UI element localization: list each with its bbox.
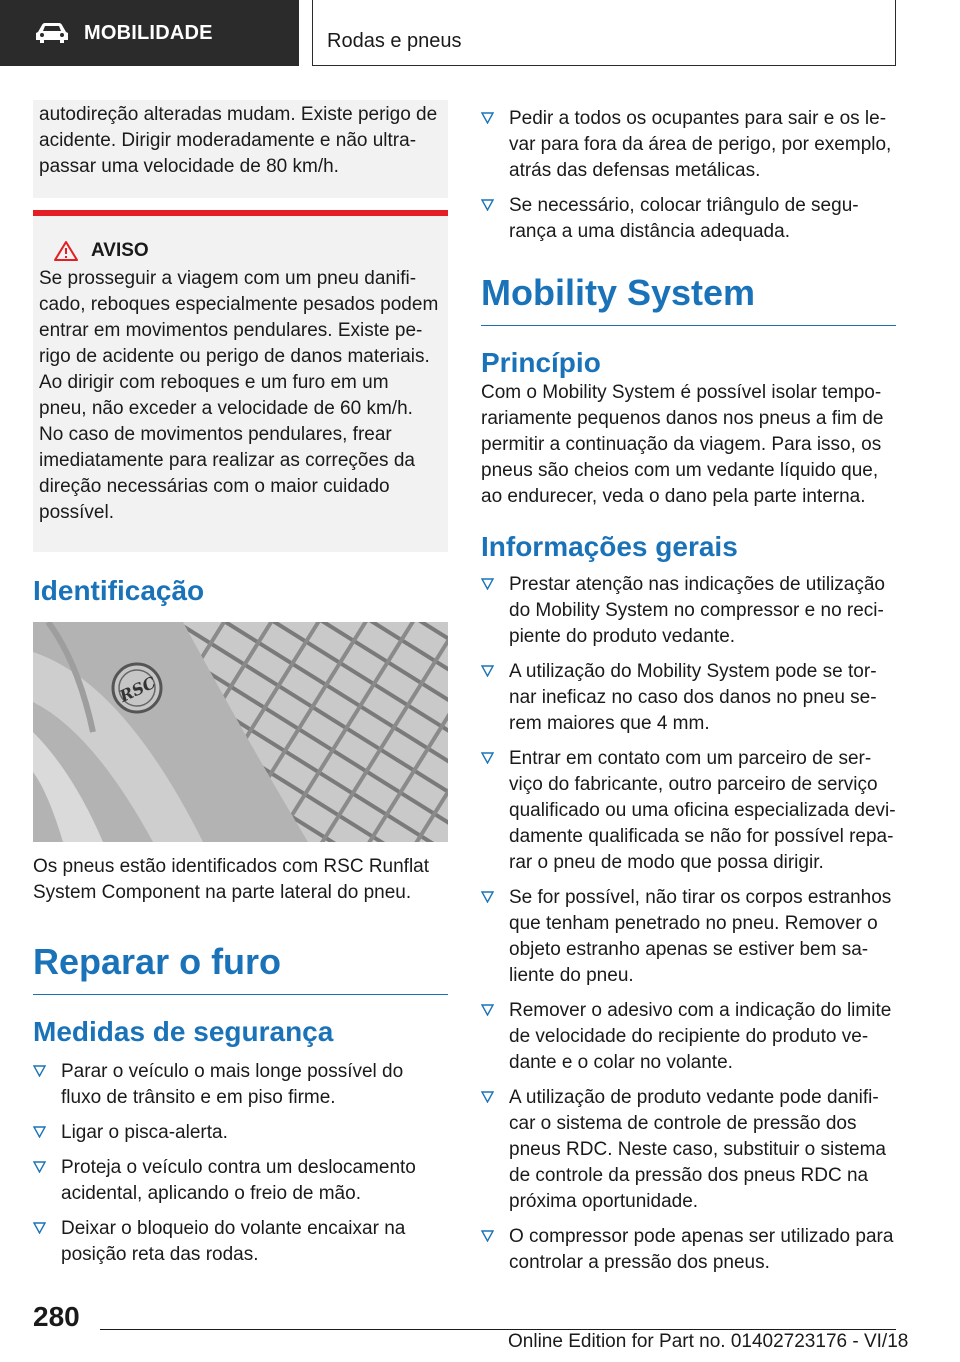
list-item-text: Se necessário, colocar triângulo de segurança a uma distância adequada. bbox=[509, 195, 859, 242]
list-item-text: Parar o veículo o mais longe possível do fluxo de trânsito e em piso firme. bbox=[61, 1061, 404, 1108]
informacoes-heading: Informações gerais bbox=[481, 531, 738, 562]
list-item-text: Deixar o bloqueio do volante encaixar na posição reta das rodas. bbox=[61, 1218, 406, 1265]
list-item-text: Ligar o pisca-alerta. bbox=[61, 1122, 228, 1143]
list-item-text: Entrar em contato com um parceiro de serviço do fabricante, outro parceiro de serviço qualificado ou uma oficina especializada devidamente qualificada se não for possível reparar o pneu de modo que possa dirigir. bbox=[509, 748, 896, 873]
informacoes-list bbox=[481, 572, 896, 1276]
footer-divider bbox=[100, 1329, 896, 1330]
section-label: MOBILIDADE bbox=[84, 21, 213, 44]
page-number: 280 bbox=[33, 1301, 80, 1332]
list-item bbox=[481, 1085, 896, 1215]
bullet-triangle-icon bbox=[481, 665, 494, 677]
bullet-triangle-icon bbox=[481, 1230, 494, 1242]
list-item-text: O compressor pode apenas ser utilizado para controlar a pressão dos pneus. bbox=[509, 1226, 894, 1273]
list-item bbox=[33, 1059, 448, 1111]
mobility-heading: Mobility System bbox=[481, 271, 896, 326]
list-item-text: A utilização do Mobility System pode se tornar ineficaz no caso dos danos no pneu serem maiores que 4 mm. bbox=[509, 661, 877, 734]
list-item bbox=[481, 1224, 896, 1276]
list-item bbox=[481, 746, 896, 876]
list-item-text: A utilização de produto vedante pode danificar o sistema de controle de pressão dos pneus RDC. Neste caso, substituir o sistema de controle da pressão dos pneus RDC na próxima oportunidade. bbox=[509, 1087, 886, 1212]
principio-heading: Princípio bbox=[481, 347, 601, 378]
warning-box bbox=[33, 210, 448, 552]
list-item bbox=[481, 106, 896, 184]
warning-label: AVISO bbox=[91, 240, 149, 261]
right-column bbox=[481, 100, 896, 1285]
principio-text: Com o Mobility System é possível isolar temporariamente pequenos danos nos pneus a fim de permitir a continuação da viagem. Para isso, os pneus são cheios com um vedante líquido que, ao endurecer, veda o dano pela parte interna. bbox=[481, 382, 884, 507]
bullet-triangle-icon bbox=[481, 891, 494, 903]
bullet-triangle-icon bbox=[481, 1004, 494, 1016]
edition-note: Online Edition for Part no. 01402723176 - VI/18 bbox=[508, 1331, 909, 1352]
car-icon bbox=[34, 22, 70, 44]
rsc-logo-text: RSC bbox=[116, 672, 159, 706]
bullet-triangle-icon bbox=[33, 1161, 46, 1173]
bullet-triangle-icon bbox=[481, 578, 494, 590]
tire-sidewall-image bbox=[33, 622, 448, 842]
list-item-text: Prestar atenção nas indicações de utilização do Mobility System no compressor e no recipiente do produto vedante. bbox=[509, 574, 886, 647]
section-tab bbox=[0, 0, 299, 66]
list-item bbox=[33, 1120, 448, 1146]
bullet-triangle-icon bbox=[33, 1126, 46, 1138]
bullet-triangle-icon bbox=[481, 1091, 494, 1103]
list-item bbox=[481, 659, 896, 737]
list-item bbox=[33, 1155, 448, 1207]
reparar-heading: Reparar o furo bbox=[33, 940, 448, 995]
seguranca-list-continued bbox=[481, 106, 896, 245]
bullet-triangle-icon bbox=[481, 199, 494, 211]
identificacao-heading: Identificação bbox=[33, 575, 205, 606]
list-item bbox=[481, 885, 896, 989]
list-item bbox=[481, 998, 896, 1076]
list-item bbox=[481, 572, 896, 650]
note-continued: autodireção alteradas mudam. Existe perigo de acidente. Dirigir moderadamente e não ultrapassar uma velocidade de 80 km/h. bbox=[33, 100, 448, 198]
warning-triangle-icon bbox=[53, 240, 79, 262]
list-item-text: Proteja o veículo contra um deslocamento acidental, aplicando o freio de mão. bbox=[61, 1157, 416, 1204]
warning-header bbox=[39, 238, 440, 264]
warning-text: Se prosseguir a viagem com um pneu danificado, reboques especialmente pesados podem entrar em movimentos pendulares. Existe perigo de acidente ou perigo de danos materiais. Ao dirigir com reboques e um furo em um pneu, não exceder a velocidade de 60 km/h. No caso de movimentos pendulares, frear imediatamente para realizar as correções da direção necessárias com o maior cuidado possível. bbox=[39, 268, 439, 523]
bullet-triangle-icon bbox=[33, 1222, 46, 1234]
list-item bbox=[33, 1216, 448, 1268]
list-item bbox=[481, 193, 896, 245]
list-item-text: Se for possível, não tirar os corpos estranhos que tenham penetrado no pneu. Remover o objeto estranho apenas se estiver bem saliente do pneu. bbox=[509, 887, 892, 986]
bullet-triangle-icon bbox=[481, 112, 494, 124]
list-item-text: Remover o adesivo com a indicação do limite de velocidade do recipiente do produto vedante e o colar no volante. bbox=[509, 1000, 892, 1073]
medidas-list bbox=[33, 1059, 448, 1268]
identificacao-caption: Os pneus estão identificados com RSC Runflat System Component na parte lateral do pneu. bbox=[33, 856, 430, 903]
medidas-heading: Medidas de segurança bbox=[33, 1016, 334, 1047]
page-title: Rodas e pneus bbox=[312, 0, 896, 66]
bullet-triangle-icon bbox=[481, 752, 494, 764]
bullet-triangle-icon bbox=[33, 1065, 46, 1077]
list-item-text: Pedir a todos os ocupantes para sair e os levar para fora da área de perigo, por exemplo, atrás das defensas metálicas. bbox=[509, 108, 892, 181]
left-column bbox=[33, 100, 448, 1277]
